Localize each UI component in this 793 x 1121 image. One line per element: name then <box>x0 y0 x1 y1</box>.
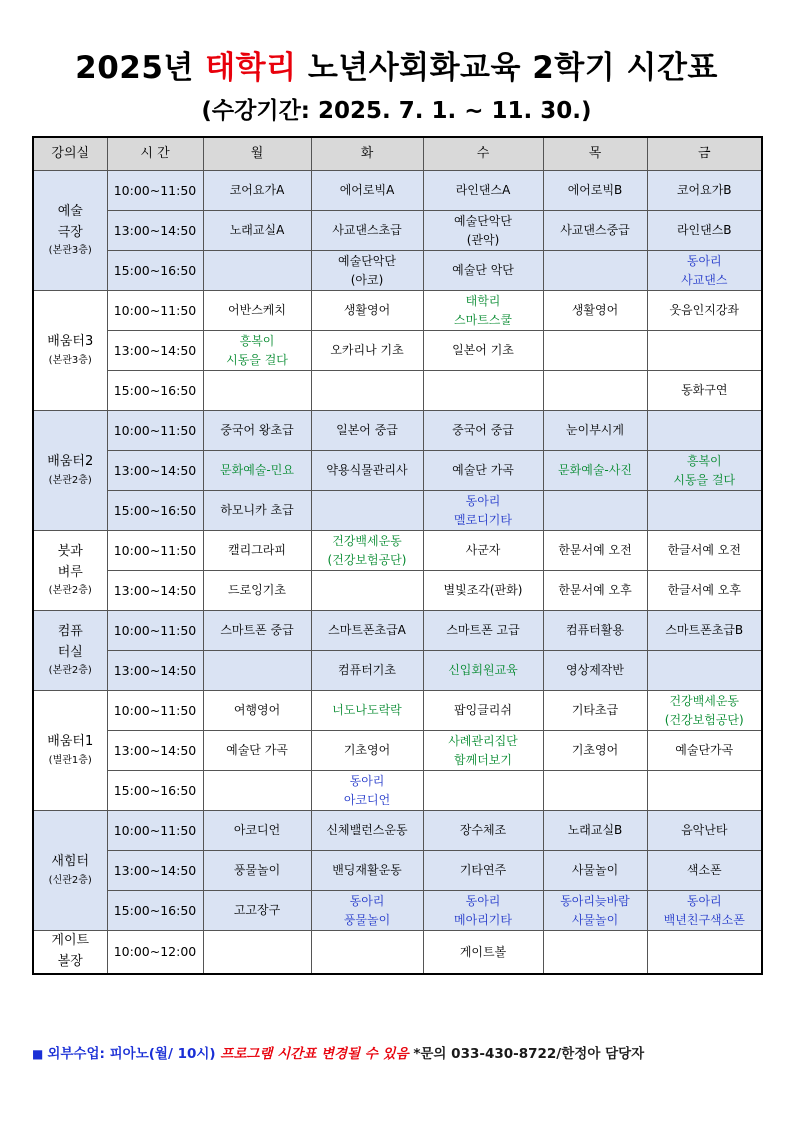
room-cell <box>33 611 107 691</box>
time-slot: 15:00~16:50 <box>107 251 203 291</box>
class-cell: 동아리 사교댄스 <box>647 251 762 291</box>
table-row <box>33 771 762 811</box>
time-slot: 13:00~14:50 <box>107 331 203 371</box>
class-cell: 예술단악단 (관악) <box>423 211 543 251</box>
footer-contact: *문의 033-430-8722/한정아 담당자 <box>413 1046 645 1062</box>
time-slot: 10:00~11:50 <box>107 691 203 731</box>
class-cell: 코어요가B <box>647 171 762 211</box>
class-cell <box>543 251 647 291</box>
table-row <box>33 331 762 371</box>
class-cell: 문화예술-민요 <box>203 451 311 491</box>
room-cell <box>33 291 107 411</box>
class-cell <box>543 491 647 531</box>
class-cell: 컴퓨터기초 <box>311 651 423 691</box>
table-row <box>33 611 762 651</box>
time-slot: 13:00~14:50 <box>107 451 203 491</box>
class-cell: 생활영어 <box>311 291 423 331</box>
class-cell <box>311 931 423 974</box>
class-cell: 눈이부시게 <box>543 411 647 451</box>
class-cell: 흥복이 시동을 걸다 <box>203 331 311 371</box>
class-cell: 신체밸런스운동 <box>311 811 423 851</box>
time-slot: 10:00~11:50 <box>107 611 203 651</box>
class-cell: 노래교실A <box>203 211 311 251</box>
class-cell: 문화예술-사진 <box>543 451 647 491</box>
class-cell: 동화구연 <box>647 371 762 411</box>
class-cell: 웃음인지강좌 <box>647 291 762 331</box>
class-cell: 팝잉글리쉬 <box>423 691 543 731</box>
table-row <box>33 211 762 251</box>
class-cell: 스마트폰 중급 <box>203 611 311 651</box>
class-cell <box>543 331 647 371</box>
room-floor: (본관2층) <box>48 585 92 597</box>
footer-note <box>32 1042 772 1062</box>
time-slot: 15:00~16:50 <box>107 491 203 531</box>
class-cell: 라인댄스A <box>423 171 543 211</box>
class-cell: 예술단 악단 <box>423 251 543 291</box>
time-slot: 10:00~11:50 <box>107 531 203 571</box>
class-cell: 한문서예 오후 <box>543 571 647 611</box>
class-cell: 음악난타 <box>647 811 762 851</box>
class-cell: 게이트볼 <box>423 931 543 974</box>
room-floor: (별관1층) <box>48 754 92 766</box>
class-cell: 라인댄스B <box>647 211 762 251</box>
class-cell <box>647 331 762 371</box>
class-cell <box>647 771 762 811</box>
room-floor: (본관2층) <box>48 665 92 677</box>
table-row <box>33 291 762 331</box>
room-name: 배움터1 <box>47 734 94 750</box>
room-floor: (신관2층) <box>48 874 92 886</box>
class-cell: 기타연주 <box>423 851 543 891</box>
class-cell: 고고장구 <box>203 891 311 931</box>
room-cell <box>33 691 107 811</box>
class-cell: 동아리 백년친구색소폰 <box>647 891 762 931</box>
title-rest: 노년사회화교육 2학기 시간표 <box>307 50 718 86</box>
class-cell: 드로잉기초 <box>203 571 311 611</box>
class-cell: 예술단 가곡 <box>203 731 311 771</box>
class-cell: 캘리그라피 <box>203 531 311 571</box>
room-cell <box>33 411 107 531</box>
class-cell <box>203 371 311 411</box>
class-cell: 스마트폰초급B <box>647 611 762 651</box>
page-subtitle: (수강기간: 2025. 7. 1. ~ 11. 30.) <box>201 98 592 124</box>
class-cell: 풍물놀이 <box>203 851 311 891</box>
class-cell <box>647 931 762 974</box>
time-slot: 13:00~14:50 <box>107 571 203 611</box>
class-cell: 별빛조각(판화) <box>423 571 543 611</box>
class-cell: 태학리 스마트스쿨 <box>423 291 543 331</box>
class-cell <box>311 371 423 411</box>
timetable-body <box>33 171 762 974</box>
class-cell: 기초영어 <box>311 731 423 771</box>
class-cell <box>543 931 647 974</box>
footer-bullet-icon: ■ <box>32 1047 44 1061</box>
class-cell: 한글서예 오후 <box>647 571 762 611</box>
table-row <box>33 891 762 931</box>
class-cell: 코어요가A <box>203 171 311 211</box>
class-cell: 동아리 풍물놀이 <box>311 891 423 931</box>
page-title <box>0 42 793 87</box>
header-fri: 금 <box>647 137 762 171</box>
table-row <box>33 571 762 611</box>
table-row <box>33 491 762 531</box>
room-name: 게이트 볼장 <box>51 933 90 969</box>
room-cell <box>33 531 107 611</box>
class-cell <box>311 571 423 611</box>
class-cell: 사교댄스중급 <box>543 211 647 251</box>
room-cell <box>33 171 107 291</box>
class-cell: 일본어 중급 <box>311 411 423 451</box>
class-cell: 스마트폰초급A <box>311 611 423 651</box>
class-cell: 에어로빅B <box>543 171 647 211</box>
timetable <box>32 136 763 975</box>
header-time: 시 간 <box>107 137 203 171</box>
class-cell: 에어로빅A <box>311 171 423 211</box>
class-cell <box>423 771 543 811</box>
footer-outside-class: 외부수업: 피아노(월/ 10시) <box>47 1046 216 1062</box>
class-cell: 동아리늦바람 사물놀이 <box>543 891 647 931</box>
class-cell <box>647 651 762 691</box>
time-slot: 13:00~14:50 <box>107 731 203 771</box>
class-cell <box>647 411 762 451</box>
class-cell <box>203 251 311 291</box>
class-cell: 약용식물관리사 <box>311 451 423 491</box>
class-cell: 오카리나 기초 <box>311 331 423 371</box>
class-cell: 하모니카 초급 <box>203 491 311 531</box>
header-mon: 월 <box>203 137 311 171</box>
time-slot: 10:00~11:50 <box>107 811 203 851</box>
room-name: 배움터3 <box>47 334 94 350</box>
class-cell: 어반스케치 <box>203 291 311 331</box>
room-floor: (본관3층) <box>48 354 92 366</box>
class-cell <box>311 491 423 531</box>
table-row <box>33 411 762 451</box>
class-cell: 영상제작반 <box>543 651 647 691</box>
class-cell: 동아리 메아리기타 <box>423 891 543 931</box>
room-cell <box>33 811 107 931</box>
room-name: 붓과 벼루 <box>57 543 83 580</box>
time-slot: 10:00~11:50 <box>107 411 203 451</box>
time-slot: 13:00~14:50 <box>107 651 203 691</box>
table-row <box>33 691 762 731</box>
header-row <box>33 137 762 171</box>
class-cell <box>647 491 762 531</box>
room-floor: (본관2층) <box>48 474 92 486</box>
room-name: 배움터2 <box>47 454 94 470</box>
table-row <box>33 171 762 211</box>
header-tue: 화 <box>311 137 423 171</box>
class-cell: 기초영어 <box>543 731 647 771</box>
room-name: 컴퓨 터실 <box>57 623 83 660</box>
time-slot: 10:00~12:00 <box>107 931 203 974</box>
table-row <box>33 451 762 491</box>
class-cell <box>543 771 647 811</box>
room-floor: (본관3층) <box>48 245 92 257</box>
table-row <box>33 811 762 851</box>
time-slot: 13:00~14:50 <box>107 851 203 891</box>
title-year: 2025년 <box>75 50 194 86</box>
class-cell <box>203 931 311 974</box>
class-cell: 동아리 아코디언 <box>311 771 423 811</box>
class-cell: 컴퓨터활용 <box>543 611 647 651</box>
class-cell: 한문서예 오전 <box>543 531 647 571</box>
class-cell: 사물놀이 <box>543 851 647 891</box>
table-row <box>33 531 762 571</box>
class-cell: 건강백세운동 (건강보험공단) <box>647 691 762 731</box>
class-cell <box>203 771 311 811</box>
class-cell: 색소폰 <box>647 851 762 891</box>
class-cell: 신입회원교육 <box>423 651 543 691</box>
room-name: 예술 극장 <box>57 203 83 240</box>
time-slot: 10:00~11:50 <box>107 171 203 211</box>
class-cell: 생활영어 <box>543 291 647 331</box>
table-row <box>33 371 762 411</box>
class-cell: 사교댄스초급 <box>311 211 423 251</box>
class-cell: 너도나도락락 <box>311 691 423 731</box>
class-cell: 예술단악단 (아코) <box>311 251 423 291</box>
table-row <box>33 931 762 974</box>
table-row <box>33 731 762 771</box>
class-cell: 중국어 중급 <box>423 411 543 451</box>
time-slot: 10:00~11:50 <box>107 291 203 331</box>
time-slot: 15:00~16:50 <box>107 371 203 411</box>
class-cell: 기타초급 <box>543 691 647 731</box>
title-place: 태학리 <box>205 50 297 86</box>
class-cell <box>203 651 311 691</box>
class-cell: 장수체조 <box>423 811 543 851</box>
class-cell: 스마트폰 고급 <box>423 611 543 651</box>
table-row <box>33 851 762 891</box>
room-cell <box>33 931 107 974</box>
room-name: 새힘터 <box>51 854 90 870</box>
time-slot: 15:00~16:50 <box>107 771 203 811</box>
class-cell: 일본어 기초 <box>423 331 543 371</box>
header-room: 강의실 <box>33 137 107 171</box>
class-cell: 여행영어 <box>203 691 311 731</box>
class-cell: 흥복이 시동을 걸다 <box>647 451 762 491</box>
class-cell: 노래교실B <box>543 811 647 851</box>
class-cell: 사군자 <box>423 531 543 571</box>
class-cell: 예술단가곡 <box>647 731 762 771</box>
header-thu: 목 <box>543 137 647 171</box>
class-cell: 건강백세운동 (건강보험공단) <box>311 531 423 571</box>
time-slot: 15:00~16:50 <box>107 891 203 931</box>
class-cell: 밴딩재활운동 <box>311 851 423 891</box>
class-cell: 아코디언 <box>203 811 311 851</box>
class-cell: 한글서예 오전 <box>647 531 762 571</box>
footer-notice: 프로그램 시간표 변경될 수 있음 <box>220 1046 409 1062</box>
table-row <box>33 251 762 291</box>
class-cell: 동아리 멜로디기타 <box>423 491 543 531</box>
time-slot: 13:00~14:50 <box>107 211 203 251</box>
table-row <box>33 651 762 691</box>
class-cell: 사례관리집단 함께더보기 <box>423 731 543 771</box>
class-cell: 예술단 가곡 <box>423 451 543 491</box>
class-cell <box>423 371 543 411</box>
class-cell: 중국어 왕초급 <box>203 411 311 451</box>
header-wed: 수 <box>423 137 543 171</box>
class-cell <box>543 371 647 411</box>
